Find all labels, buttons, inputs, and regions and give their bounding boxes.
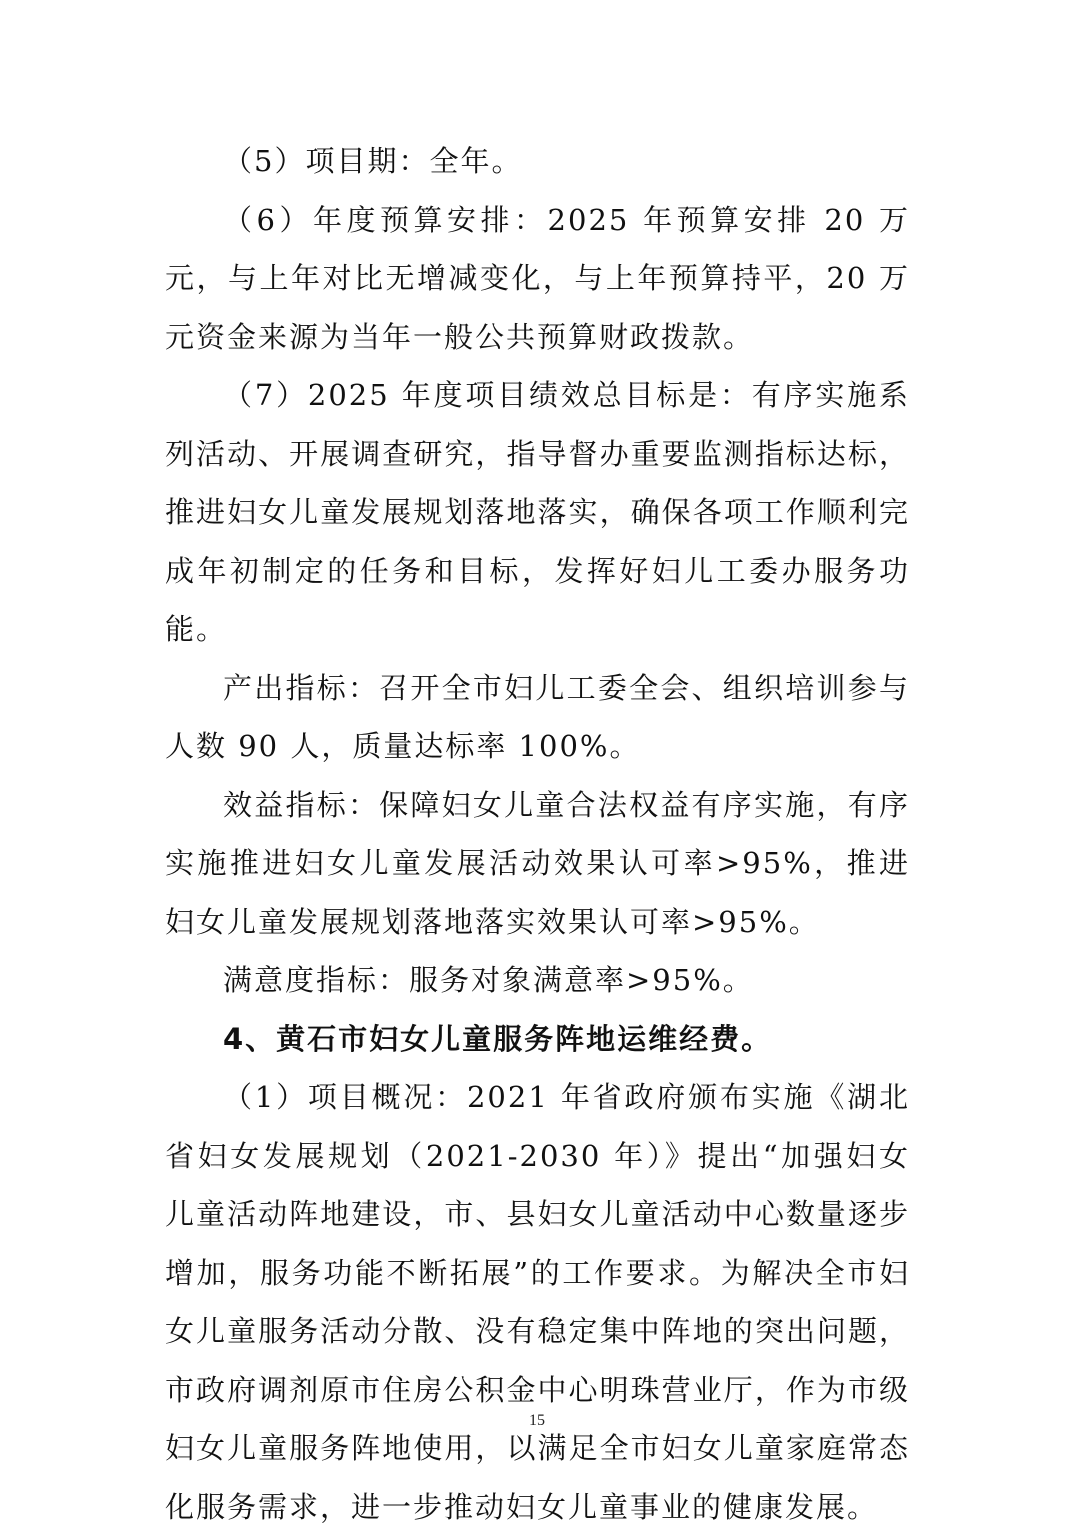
paragraph-item-6: （6）年度预算安排：2025 年预算安排 20 万元，与上年对比无增减变化，与上年预算持平，20 万元资金来源为当年一般公共预算财政拨款。 (165, 202, 910, 354)
page-number: 15 (529, 1412, 545, 1429)
paragraph-item-7: （7）2025 年度项目绩效总目标是：有序实施系列活动、开展调查研究，指导督办重要监测指标达标，推进妇女儿童发展规划落地落实，确保各项工作顺利完成年初制定的任务和目标，发挥好妇儿工委办服务功能。 (165, 378, 910, 646)
paragraph-item-5: （5）项目期：全年。 (223, 144, 523, 178)
document-body (165, 132, 910, 1536)
paragraph-satisfaction-indicator: 满意度指标：服务对象满意率>95%。 (223, 963, 754, 997)
paragraph-benefit-indicator: 效益指标：保障妇女儿童合法权益有序实施，有序实施推进妇女儿童发展活动效果认可率>95%，推进妇女儿童发展规划落地落实效果认可率>95%。 (165, 787, 910, 939)
section-heading: 4、黄石市妇女儿童服务阵地运维经费。 (223, 1021, 773, 1056)
paragraph-item-1-overview: （1）项目概况：2021 年省政府颁布实施《湖北省妇女发展规划（2021-2030 年）》提出“加强妇女儿童活动阵地建设，市、县妇女儿童活动中心数量逐步增加，服务功能不断拓展”的工作要求。为解决全市妇女儿童服务活动分散、没有稳定集中阵地的突出问题，市政府调剂原市住房公积金中心明珠营业厅，作为市级妇女儿童服务阵地使用，以满足全市妇女儿童家庭常态化服务需求，进一步推动妇女儿童事业的健康发展。 (165, 1080, 910, 1524)
paragraph-output-indicator: 产出指标：召开全市妇儿工委全会、组织培训参与人数 90 人，质量达标率 100%。 (165, 670, 910, 763)
